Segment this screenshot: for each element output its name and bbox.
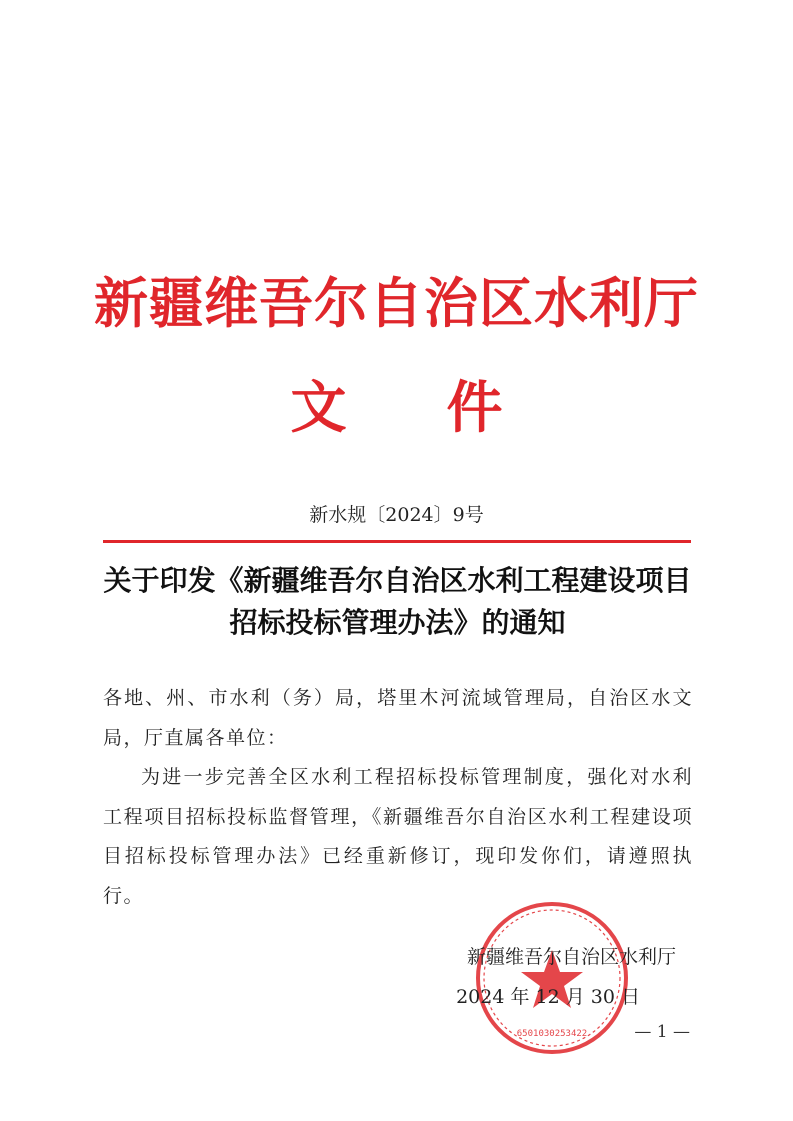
signature-organization: 新疆维吾尔自治区水利厅 [466, 946, 676, 968]
document-title: 关于印发《新疆维吾尔自治区水利工程建设项目招标投标管理办法》的通知 [103, 564, 692, 639]
page-number: — 1 — [634, 1022, 690, 1042]
addressee-text: 各地、州、市水利（务）局，塔里木河流域管理局，自治区水文局，厅直属各单位： [103, 687, 693, 749]
red-divider-line [103, 540, 691, 543]
issuing-organization-header: 新疆维吾尔自治区水利厅 [94, 271, 699, 335]
official-seal [472, 898, 632, 1058]
signature-date: 2024 年 12 月 30 日 [456, 986, 640, 1008]
seal-code: 6501030253422 [516, 1029, 588, 1039]
document-type-header: 文件 [290, 375, 603, 441]
body-paragraph: 为进一步完善全区水利工程招标投标管理制度，强化对水利工程项目招标投标监督管理，《新疆维吾尔自治区水利工程建设项目招标投标管理办法》已经重新修订，现印发你们，请遵照执行。 [103, 766, 693, 907]
document-number: 新水规〔2024〕9号 [309, 504, 484, 526]
